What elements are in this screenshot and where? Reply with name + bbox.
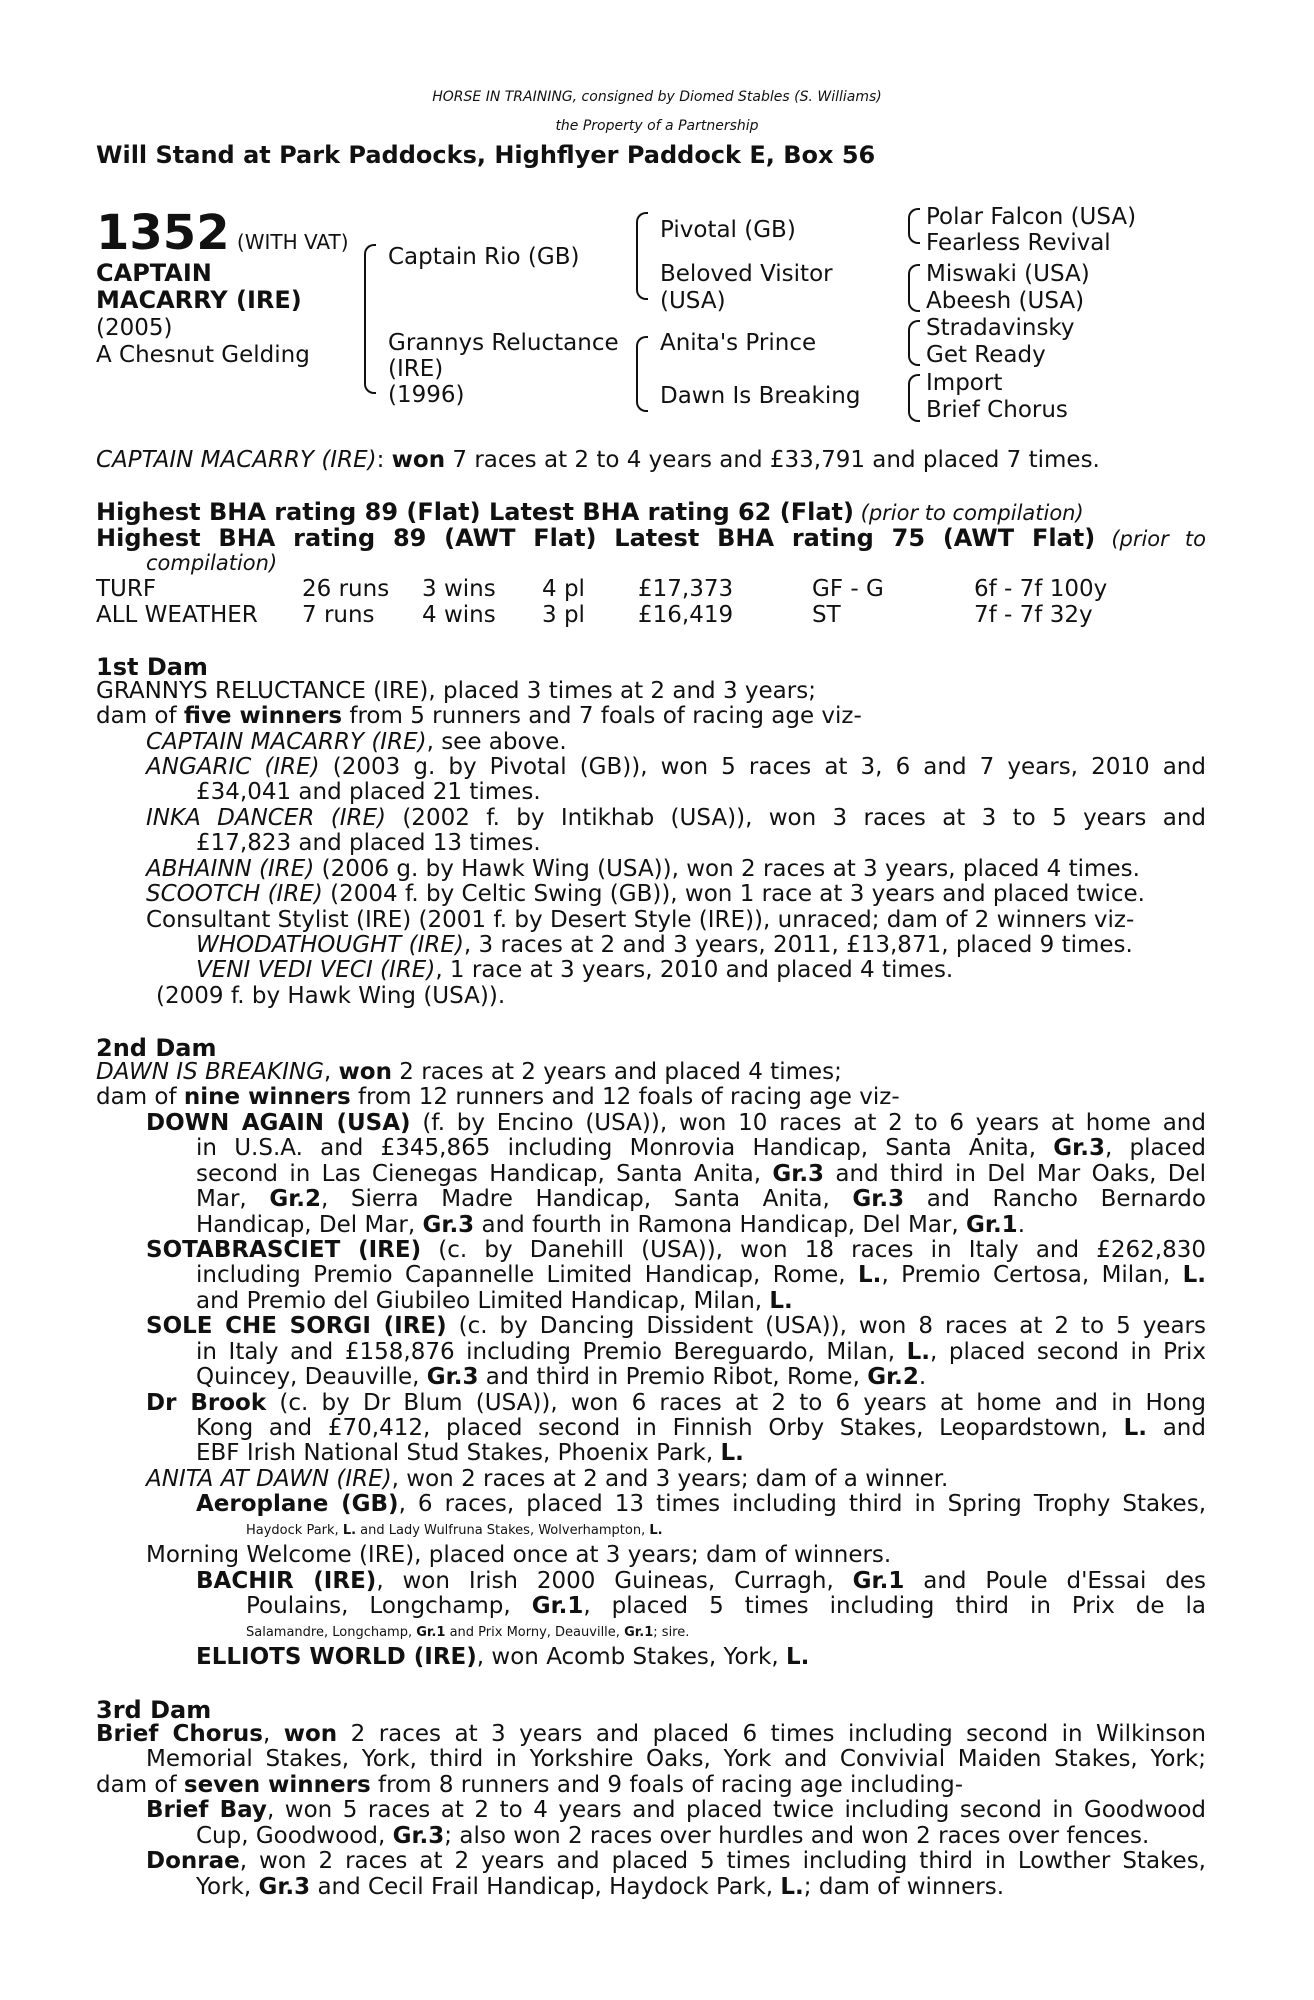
pedigree-sire-dam-l2: (USA): [660, 288, 726, 314]
progeny-consultant-stylist: Consultant Stylist (IRE) (2001 f. by Desert Style (IRE)), unraced; dam of 2 winners viz-: [146, 907, 1135, 933]
pedigree-sire: Captain Rio (GB): [388, 244, 580, 270]
progeny-captain-macarry: CAPTAIN MACARRY (IRE), see above.: [146, 729, 567, 755]
lot-number: 1352: [96, 205, 230, 261]
progeny-brief-bay: Brief Bay, won 5 races at 2 to 4 years and placed twice including second in Goodwood: [146, 1797, 1206, 1823]
progeny-morning-welcome: Morning Welcome (IRE), placed once at 3 years; dam of winners.: [146, 1542, 892, 1568]
progeny-angaric: ANGARIC (IRE) (2003 g. by Pivotal (GB)), won 5 races at 3, 6 and 7 years, 2010 and: [146, 754, 1206, 780]
pedigree-dam-dam: Dawn Is Breaking: [660, 383, 861, 409]
progeny-down-again-l3: second in Las Cienegas Handicap, Santa Anita, Gr.3 and third in Del Mar Oaks, Del: [196, 1161, 1207, 1187]
grandprogeny-elliots-world: ELLIOTS WORLD (IRE), won Acomb Stakes, York, L.: [196, 1644, 810, 1670]
rating-awt: Highest BHA rating 89 (AWT Flat) Latest BHA rating 75 (AWT Flat) (prior to: [96, 524, 1206, 552]
progeny-sole-che-sorgi-l2: in Italy and £158,876 including Premio Bereguardo, Milan, L., placed second in Prix: [196, 1339, 1206, 1365]
second-dam-heading: 2nd Dam: [96, 1034, 217, 1062]
grandprogeny-veni-vedi-veci: VENI VEDI VECI (IRE), 1 race at 3 years, 2010 and placed 4 times.: [196, 957, 954, 983]
progeny-inka-dancer-cont: £17,823 and placed 13 times.: [196, 830, 541, 856]
second-dam-produce: dam of nine winners from 12 runners and 12 foals of racing age viz-: [96, 1084, 900, 1110]
pedigree-brace-g78: [908, 374, 920, 422]
horse-description: A Chesnut Gelding: [96, 342, 310, 368]
grandprogeny-bachir: BACHIR (IRE), won Irish 2000 Guineas, Curragh, Gr.1 and Poule d'Essai des: [196, 1568, 1206, 1594]
race-summary: CAPTAIN MACARRY (IRE): won 7 races at 2 to 4 years and £33,791 and placed 7 times.: [96, 447, 1100, 473]
progeny-angaric-cont: £34,041 and placed 21 times.: [196, 779, 541, 805]
consignor-line: HORSE IN TRAINING, consigned by Diomed Stables (S. Williams): [432, 89, 882, 105]
progeny-dr-brook-l2: Kong and £70,412, placed second in Finnish Orby Stakes, Leopardstown, L. and: [196, 1415, 1206, 1441]
progeny-dr-brook: Dr Brook (c. by Dr Blum (USA)), won 6 races at 2 to 6 years at home and in Hong: [146, 1390, 1207, 1416]
catalogue-page: HORSE IN TRAINING, consigned by Diomed Stables (S. Williams) the Property of a Partnership Will Stand at Park Paddocks, Highflyer Paddock E, Box 56 1352 (WITH VAT) CAPTAIN MACARRY (IRE) (2005) A Chesnut Gelding Captain Rio (GB) Grannys Reluctance (IRE) (1996) Pivotal (GB) Beloved Visitor (USA) Anita's Prince Dawn Is Breaking Polar Falcon (USA) Fearless Revival Miswaki (USA) Abeesh (USA) Stradavinsky Get Ready Import Brief Chorus CAPTAIN MACARRY (IRE): won 7 races at 2 to 4 years and £33,791 and placed 7 times. Highest BHA rating 89 (Flat) Latest BHA rating 62 (Flat) (prior to compilation) Highest BHA rating 89 (AWT Flat) Latest BHA rating 75 (AWT Flat) (prior to compilation) TURF 26 runs 3 wins 4 pl £17,373 GF - G 6f - 7f 100y ALL WEATHER 7 runs 4 wins 3 pl £16,419 ST 7f - 7f 32y 1st Dam GRANNYS RELUCTANCE (IRE), placed 3 times at 2 and 3 years; dam of five winners from 5 runners and 7 foals of racing age viz- CAPTAIN MACARRY (IRE), see above. ANGARIC (IRE) (2003 g. by Pivotal (GB)), won 5 races at 3, 6 and 7 years, 2010 and £34,041 and placed 21 times. INKA DANCER (IRE) (2002 f. by Intikhab (USA)), won 3 races at 3 to 5 years and £17,823 and placed 13 times. ABHAINN (IRE) (2006 g. by Hawk Wing (USA)), won 2 races at 3 years, placed 4 times. SCOOTCH (IRE) (2004 f. by Celtic Swing (GB)), won 1 race at 3 years and placed twice. Consultant Stylist (IRE) (2001 f. by Desert Style (IRE)), unraced; dam of 2 winners viz- WHODATHOUGHT (IRE), 3 races at 2 and 3 years, 2011, £13,871, placed 9 times. VENI VEDI VECI (IRE), 1 race at 3 years, 2010 and placed 4 times. (2009 f. by Hawk Wing (USA)). 2nd Dam DAWN IS BREAKING, won 2 races at 2 years and placed 4 times; dam of nine winners from 12 runners and 12 foals of racing age viz- DOWN AGAIN (USA) (f. by Encino (USA)), won 10 races at 2 to 6 years at home and in U.S.A. and £345,865 including Monrovia Handicap, Santa Anita, Gr.3, placed second in Las Cienegas Handicap, Santa Anita, Gr.3 and third in Del Mar Oaks, Del Mar, Gr.2, Sierra Madre Handicap, Santa Anita, Gr.3 and Rancho Bernardo Handicap, Del Mar, Gr.3 and fourth in Ramona Handicap, Del Mar, Gr.1. SOTABRASCIET (IRE) (c. by Danehill (USA)), won 18 races in Italy and £262,830 including Premio Capannelle Limited Handicap, Rome, L., Premio Certosa, Milan, L. and Premio del Giubileo Limited Handicap, Milan, L. SOLE CHE SORGI (IRE) (c. by Dancing Dissident (USA)), won 8 races at 2 to 5 years in Italy and £158,876 including Premio Bereguardo, Milan, L., placed second in Prix Quincey, Deauville, Gr.3 and third in Premio Ribot, Rome, Gr.2. Dr Brook (c. by Dr Blum (USA)), won 6 races at 2 to 6 years at home and in Hong Kong and £70,412, placed second in Finnish Orby Stakes, Leopardstown, L. and EBF Irish National Stud Stakes, Phoenix Park, L. ANITA AT DAWN (IRE), won 2 races at 2 and 3 years; dam of a winner. Aeroplane (GB), 6 races, placed 13 times including third in Spring Trophy Stakes, Haydock Park, L. and Lady Wulfruna Stakes, Wolverhampton, L. Morning Welcome (IRE), placed once at 3 years; dam of winners. BACHIR (IRE), won Irish 2000 Guineas, Curragh, Gr.1 and Poule d'Essai des Poulains, Longchamp, Gr.1, placed 5 times including third in Prix de la Salamandre, Longchamp, Gr.1 and Prix Morny, Deauville, Gr.1; sire. ELLIOTS WORLD (IRE), won Acomb Stakes, York, L. 3rd Dam Brief Chorus, won 2 races at 3 years and placed 6 times including second in Wilkinson Memorial Stakes, York, third in Yorkshire Oaks, York and Convivial Maiden Stakes, York; dam of seven winners from 8 runners and 9 foals of racing age including- Brief Bay, won 5 races at 2 to 4 years and placed twice including second in Goodwood Cup, Goodwood, Gr.3; also won 2 races over hurdles and won 2 races over fences. Donrae, won 2 races at 2 years and placed 5 times including third in Lowther Stakes, York, Gr.3 and Cecil Frail Handicap, Haydock Park, L.; dam of winners.: [0, 0, 1314, 2000]
progeny-abhainn: ABHAINN (IRE) (2006 g. by Hawk Wing (USA)), won 2 races at 3 years, placed 4 times.: [146, 856, 1140, 882]
pedigree-g4: Abeesh (USA): [926, 288, 1085, 314]
first-dam-line: GRANNYS RELUCTANCE (IRE), placed 3 times at 2 and 3 years;: [96, 678, 816, 704]
grandprogeny-bachir-l3: Salamandre, Longchamp, Gr.1 and Prix Morny, Deauville, Gr.1; sire.: [246, 1625, 690, 1640]
horse-name-line1: CAPTAIN: [96, 259, 212, 287]
pedigree-g8: Brief Chorus: [926, 397, 1068, 423]
pedigree-dam-l3: (1996): [388, 382, 465, 408]
progeny-2009-filly: (2009 f. by Hawk Wing (USA)).: [156, 983, 506, 1009]
grandprogeny-aeroplane-l2: Haydock Park, L. and Lady Wulfruna Stakes, Wolverhampton, L.: [246, 1523, 663, 1538]
pedigree-brace-main: [364, 244, 376, 394]
third-dam-heading: 3rd Dam: [96, 1696, 212, 1724]
progeny-scootch: SCOOTCH (IRE) (2004 f. by Celtic Swing (GB)), won 1 race at 3 years and placed twice.: [146, 881, 1145, 907]
vat-label: (WITH VAT): [236, 230, 349, 254]
first-dam-produce: dam of five winners from 5 runners and 7 foals of racing age viz-: [96, 703, 862, 729]
progeny-donrae: Donrae, won 2 races at 2 years and placed 5 times including third in Lowther Stakes,: [146, 1848, 1206, 1874]
pedigree-g2: Fearless Revival: [926, 230, 1111, 256]
second-dam-line: DAWN IS BREAKING, won 2 races at 2 years and placed 4 times;: [96, 1059, 842, 1085]
pedigree-dam-l1: Grannys Reluctance: [388, 330, 619, 356]
third-dam-line-2: Memorial Stakes, York, third in Yorkshire Oaks, York and Convivial Maiden Stakes, York;: [146, 1746, 1206, 1772]
pedigree-g6: Get Ready: [926, 342, 1046, 368]
pedigree-brace-g12: [908, 208, 920, 244]
progeny-brief-bay-l2: Cup, Goodwood, Gr.3; also won 2 races over hurdles and won 2 races over fences.: [196, 1823, 1150, 1849]
pedigree-g7: Import: [926, 370, 1003, 396]
pedigree-brace-dam: [636, 336, 648, 412]
pedigree-brace-g56: [908, 320, 920, 366]
progeny-sotabrasciet-l3: and Premio del Giubileo Limited Handicap, Milan, L.: [196, 1288, 793, 1314]
progeny-sotabrasciet: SOTABRASCIET (IRE) (c. by Danehill (USA)), won 18 races in Italy and £262,830: [146, 1237, 1206, 1263]
progeny-dr-brook-l3: EBF Irish National Stud Stakes, Phoenix Park, L.: [196, 1440, 744, 1466]
property-line: the Property of a Partnership: [555, 118, 759, 134]
progeny-down-again-l4: Mar, Gr.2, Sierra Madre Handicap, Santa Anita, Gr.3 and Rancho Bernardo: [196, 1186, 1206, 1212]
progeny-down-again-l5: Handicap, Del Mar, Gr.3 and fourth in Ramona Handicap, Del Mar, Gr.1.: [196, 1212, 1025, 1238]
pedigree-g1: Polar Falcon (USA): [926, 204, 1137, 230]
grandprogeny-aeroplane: Aeroplane (GB), 6 races, placed 13 times including third in Spring Trophy Stakes,: [196, 1491, 1207, 1517]
pedigree-sire-sire: Pivotal (GB): [660, 217, 796, 243]
pedigree-sire-dam-l1: Beloved Visitor: [660, 261, 833, 287]
first-dam-heading: 1st Dam: [96, 653, 208, 681]
progeny-sotabrasciet-l2: including Premio Capannelle Limited Handicap, Rome, L., Premio Certosa, Milan, L.: [196, 1262, 1207, 1288]
lot-number-block: [96, 206, 349, 260]
progeny-down-again-l2: in U.S.A. and £345,865 including Monrovia Handicap, Santa Anita, Gr.3, placed: [196, 1135, 1206, 1161]
pedigree-dam-l2: (IRE): [388, 356, 444, 382]
progeny-inka-dancer: INKA DANCER (IRE) (2002 f. by Intikhab (USA)), won 3 races at 3 to 5 years and: [146, 805, 1206, 831]
pedigree-g5: Stradavinsky: [926, 315, 1075, 341]
grandprogeny-whodathought: WHODATHOUGHT (IRE), 3 races at 2 and 3 years, 2011, £13,871, placed 9 times.: [196, 932, 1133, 958]
pedigree-brace-g34: [908, 264, 920, 312]
progeny-sole-che-sorgi-l3: Quincey, Deauville, Gr.3 and third in Premio Ribot, Rome, Gr.2.: [196, 1364, 927, 1390]
third-dam-produce: dam of seven winners from 8 runners and 9 foals of racing age including-: [96, 1772, 964, 1798]
pedigree-g3: Miswaki (USA): [926, 261, 1090, 287]
horse-name-line2: MACARRY (IRE): [96, 286, 302, 314]
progeny-sole-che-sorgi: SOLE CHE SORGI (IRE) (c. by Dancing Dissident (USA)), won 8 races at 2 to 5 years: [146, 1313, 1206, 1339]
third-dam-line: Brief Chorus, won 2 races at 3 years and placed 6 times including second in Wilkinson: [96, 1721, 1206, 1747]
pedigree-brace-sire: [636, 212, 648, 300]
progeny-donrae-l2: York, Gr.3 and Cecil Frail Handicap, Haydock Park, L.; dam of winners.: [196, 1874, 1005, 1900]
pedigree-dam-sire: Anita's Prince: [660, 330, 817, 356]
progeny-down-again: DOWN AGAIN (USA) (f. by Encino (USA)), won 10 races at 2 to 6 years at home and: [146, 1110, 1206, 1136]
rating-awt-cont: compilation): [146, 551, 278, 575]
location-line: Will Stand at Park Paddocks, Highflyer Paddock E, Box 56: [96, 141, 876, 169]
foaling-year: (2005): [96, 315, 173, 341]
progeny-anita-at-dawn: ANITA AT DAWN (IRE), won 2 races at 2 and 3 years; dam of a winner.: [146, 1466, 949, 1492]
grandprogeny-bachir-l2: Poulains, Longchamp, Gr.1, placed 5 times including third in Prix de la: [246, 1593, 1206, 1619]
rating-flat: Highest BHA rating 89 (Flat) Latest BHA rating 62 (Flat) (prior to compilation): [96, 498, 1084, 526]
